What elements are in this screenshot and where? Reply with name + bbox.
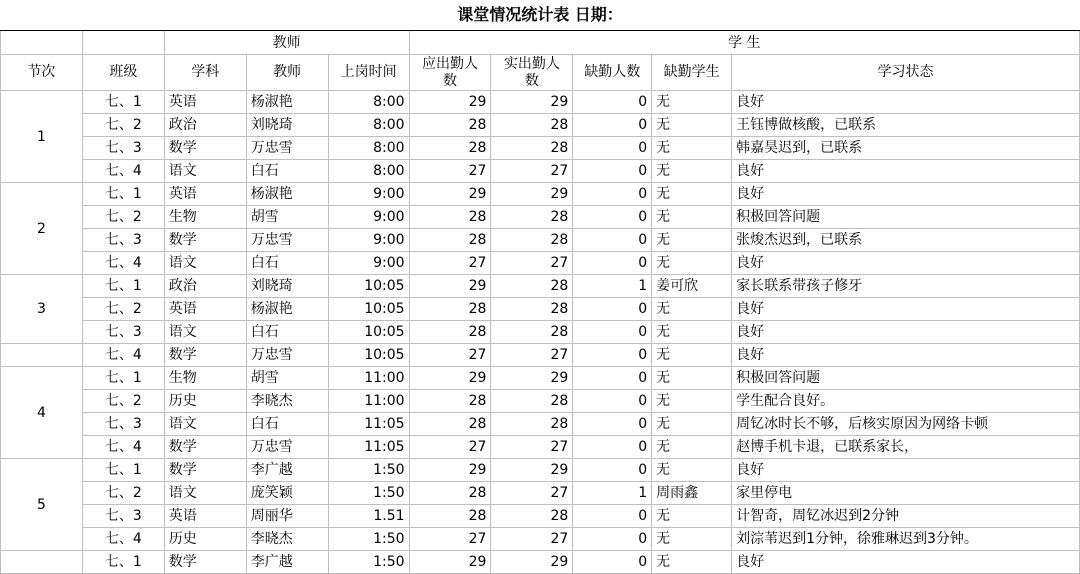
table-row — [1, 482, 1080, 505]
header-start-time: 上岗时间 — [328, 55, 409, 91]
cell-absent-students[interactable]: 无 — [652, 551, 732, 574]
cell-subject[interactable]: 生物 — [164, 367, 246, 390]
cell-start-time[interactable]: 9:00 — [328, 229, 409, 252]
cell-section[interactable] — [1, 344, 83, 367]
cell-subject[interactable]: 数学 — [164, 344, 246, 367]
cell-teacher[interactable]: 万忠雪 — [246, 229, 328, 252]
cell-expected[interactable]: 29 — [409, 367, 491, 390]
cell-study-status[interactable]: 周钇冰时长不够，后核实原因为网络卡顿 — [732, 413, 1080, 436]
cell-teacher[interactable]: 李广越 — [246, 459, 328, 482]
cell-study-status[interactable]: 家长联系带孩子修牙 — [732, 275, 1080, 298]
table-row — [1, 436, 1080, 459]
cell-class[interactable]: 七、1 — [82, 551, 164, 574]
cell-absent-count[interactable]: 0 — [573, 436, 652, 459]
cell-class[interactable]: 七、2 — [82, 482, 164, 505]
cell-actual[interactable]: 29 — [491, 91, 573, 114]
cell-absent-count[interactable]: 0 — [573, 229, 652, 252]
cell-actual[interactable]: 29 — [491, 551, 573, 574]
cell-start-time[interactable]: 1:50 — [328, 551, 409, 574]
cell-start-time[interactable]: 9:00 — [328, 206, 409, 229]
cell-absent-count[interactable]: 0 — [573, 160, 652, 183]
table-row — [1, 528, 1080, 551]
cell-start-time[interactable]: 8:00 — [328, 114, 409, 137]
header-study-status: 学习状态 — [732, 55, 1080, 91]
cell-start-time[interactable]: 11:00 — [328, 390, 409, 413]
cell-absent-count[interactable]: 0 — [573, 206, 652, 229]
cell-subject[interactable]: 数学 — [164, 551, 246, 574]
cell-absent-count[interactable]: 0 — [573, 344, 652, 367]
cell-actual[interactable]: 27 — [491, 436, 573, 459]
group-header-student: 学 生 — [409, 31, 1079, 55]
cell-teacher[interactable]: 庞笑颖 — [246, 482, 328, 505]
cell-teacher[interactable]: 白石 — [246, 252, 328, 275]
cell-section[interactable]: 2 — [1, 183, 83, 275]
table-row — [1, 459, 1080, 482]
cell-study-status[interactable]: 刘淙苇迟到1分钟，徐雅琳迟到3分钟。 — [732, 528, 1080, 551]
cell-absent-students[interactable]: 无 — [652, 367, 732, 390]
cell-expected[interactable]: 28 — [409, 298, 491, 321]
table-row — [1, 321, 1080, 344]
cell-absent-students[interactable]: 无 — [652, 528, 732, 551]
cell-expected[interactable]: 28 — [409, 229, 491, 252]
cell-expected[interactable]: 29 — [409, 275, 491, 298]
cell-subject[interactable]: 政治 — [164, 275, 246, 298]
cell-class[interactable]: 七、3 — [82, 137, 164, 160]
cell-teacher[interactable]: 杨淑艳 — [246, 183, 328, 206]
cell-absent-students[interactable]: 无 — [652, 413, 732, 436]
cell-subject[interactable]: 语文 — [164, 321, 246, 344]
cell-start-time[interactable]: 1:50 — [328, 528, 409, 551]
table-row — [1, 551, 1080, 574]
header-absent-students: 缺勤学生 — [652, 55, 732, 91]
table-row — [1, 298, 1080, 321]
cell-absent-count[interactable]: 1 — [573, 482, 652, 505]
table-title: 课堂情况统计表 日期： — [1, 0, 1080, 31]
cell-actual[interactable]: 28 — [491, 390, 573, 413]
cell-absent-students[interactable]: 无 — [652, 137, 732, 160]
cell-start-time[interactable]: 1.51 — [328, 505, 409, 528]
cell-class[interactable]: 七、1 — [82, 91, 164, 114]
cell-actual[interactable]: 28 — [491, 505, 573, 528]
cell-teacher[interactable]: 刘晓琦 — [246, 275, 328, 298]
cell-subject[interactable]: 语文 — [164, 160, 246, 183]
cell-start-time[interactable]: 9:00 — [328, 252, 409, 275]
cell-class[interactable]: 七、2 — [82, 390, 164, 413]
cell-start-time[interactable]: 11:00 — [328, 367, 409, 390]
header-class: 班级 — [82, 55, 164, 91]
cell-subject[interactable]: 英语 — [164, 91, 246, 114]
group-header-teacher: 教师 — [164, 31, 409, 55]
cell-section[interactable]: 1 — [1, 91, 83, 183]
cell-absent-students[interactable]: 无 — [652, 91, 732, 114]
cell-class[interactable]: 七、3 — [82, 321, 164, 344]
cell-teacher[interactable]: 万忠雪 — [246, 436, 328, 459]
cell-start-time[interactable]: 8:00 — [328, 91, 409, 114]
cell-start-time[interactable]: 1:50 — [328, 482, 409, 505]
cell-subject[interactable]: 语文 — [164, 252, 246, 275]
cell-actual[interactable]: 27 — [491, 482, 573, 505]
header-actual: 实出勤人数 — [491, 55, 573, 91]
cell-actual[interactable]: 28 — [491, 137, 573, 160]
group-header-row — [1, 31, 1080, 55]
cell-section[interactable]: 4 — [1, 367, 83, 459]
header-teacher: 教师 — [246, 55, 328, 91]
group-header-empty — [1, 31, 83, 55]
cell-absent-students[interactable]: 姜可欣 — [652, 275, 732, 298]
cell-expected[interactable]: 29 — [409, 91, 491, 114]
cell-actual[interactable]: 29 — [491, 459, 573, 482]
group-header-empty — [82, 31, 164, 55]
cell-absent-count[interactable]: 0 — [573, 367, 652, 390]
table-row — [1, 252, 1080, 275]
cell-teacher[interactable]: 李晓杰 — [246, 528, 328, 551]
cell-teacher[interactable]: 白石 — [246, 160, 328, 183]
header-absent-count: 缺勤人数 — [573, 55, 652, 91]
cell-absent-count[interactable]: 0 — [573, 183, 652, 206]
cell-actual[interactable]: 28 — [491, 206, 573, 229]
cell-study-status[interactable]: 良好 — [732, 91, 1080, 114]
cell-teacher[interactable]: 刘晓琦 — [246, 114, 328, 137]
cell-expected[interactable]: 28 — [409, 413, 491, 436]
cell-study-status[interactable]: 赵博手机卡退，已联系家长， — [732, 436, 1080, 459]
cell-start-time[interactable]: 10:05 — [328, 275, 409, 298]
table-row — [1, 390, 1080, 413]
cell-class[interactable]: 七、1 — [82, 459, 164, 482]
cell-actual[interactable]: 28 — [491, 114, 573, 137]
cell-actual[interactable]: 27 — [491, 252, 573, 275]
table-row — [1, 206, 1080, 229]
cell-class[interactable]: 七、4 — [82, 344, 164, 367]
cell-actual[interactable]: 27 — [491, 344, 573, 367]
cell-study-status[interactable]: 良好 — [732, 344, 1080, 367]
cell-subject[interactable]: 英语 — [164, 505, 246, 528]
cell-actual[interactable]: 28 — [491, 229, 573, 252]
cell-expected[interactable]: 27 — [409, 528, 491, 551]
cell-subject[interactable]: 生物 — [164, 206, 246, 229]
cell-section[interactable]: 5 — [1, 459, 83, 551]
cell-study-status[interactable]: 积极回答问题 — [732, 367, 1080, 390]
cell-subject[interactable]: 数学 — [164, 229, 246, 252]
cell-subject[interactable]: 语文 — [164, 482, 246, 505]
cell-actual[interactable]: 28 — [491, 298, 573, 321]
cell-class[interactable]: 七、1 — [82, 275, 164, 298]
cell-study-status[interactable]: 良好 — [732, 160, 1080, 183]
cell-absent-students[interactable]: 无 — [652, 160, 732, 183]
cell-study-status[interactable]: 家里停电 — [732, 482, 1080, 505]
cell-section[interactable]: 3 — [1, 275, 83, 344]
cell-absent-count[interactable]: 1 — [573, 275, 652, 298]
cell-absent-count[interactable]: 0 — [573, 528, 652, 551]
cell-subject[interactable]: 英语 — [164, 298, 246, 321]
header-section: 节次 — [1, 55, 83, 91]
cell-subject[interactable]: 政治 — [164, 114, 246, 137]
cell-class[interactable]: 七、4 — [82, 436, 164, 459]
cell-actual[interactable]: 27 — [491, 160, 573, 183]
cell-absent-count[interactable]: 0 — [573, 137, 652, 160]
table-row — [1, 183, 1080, 206]
cell-subject[interactable]: 历史 — [164, 390, 246, 413]
cell-absent-count[interactable]: 0 — [573, 551, 652, 574]
cell-subject[interactable]: 数学 — [164, 436, 246, 459]
cell-subject[interactable]: 语文 — [164, 413, 246, 436]
table-row — [1, 505, 1080, 528]
cell-start-time[interactable]: 1:50 — [328, 459, 409, 482]
cell-class[interactable]: 七、2 — [82, 298, 164, 321]
header-expected: 应出勤人数 — [409, 55, 491, 91]
cell-absent-students[interactable]: 无 — [652, 206, 732, 229]
cell-start-time[interactable]: 9:00 — [328, 183, 409, 206]
cell-absent-students[interactable]: 无 — [652, 298, 732, 321]
cell-absent-students[interactable]: 无 — [652, 229, 732, 252]
cell-start-time[interactable]: 10:05 — [328, 298, 409, 321]
cell-teacher[interactable]: 杨淑艳 — [246, 91, 328, 114]
cell-teacher[interactable]: 杨淑艳 — [246, 298, 328, 321]
cell-expected[interactable]: 29 — [409, 551, 491, 574]
cell-absent-count[interactable]: 0 — [573, 321, 652, 344]
cell-start-time[interactable]: 10:05 — [328, 344, 409, 367]
table-row — [1, 137, 1080, 160]
cell-subject[interactable]: 历史 — [164, 528, 246, 551]
cell-expected[interactable]: 28 — [409, 206, 491, 229]
cell-absent-students[interactable]: 周雨鑫 — [652, 482, 732, 505]
cell-start-time[interactable]: 8:00 — [328, 160, 409, 183]
cell-expected[interactable]: 28 — [409, 482, 491, 505]
cell-teacher[interactable]: 胡雪 — [246, 367, 328, 390]
cell-study-status[interactable]: 良好 — [732, 321, 1080, 344]
cell-teacher[interactable]: 白石 — [246, 321, 328, 344]
cell-absent-count[interactable]: 0 — [573, 114, 652, 137]
cell-class[interactable]: 七、4 — [82, 528, 164, 551]
cell-expected[interactable]: 29 — [409, 183, 491, 206]
header-subject: 学科 — [164, 55, 246, 91]
table-row — [1, 367, 1080, 390]
cell-section[interactable] — [1, 551, 83, 574]
cell-absent-students[interactable]: 无 — [652, 252, 732, 275]
cell-absent-count[interactable]: 0 — [573, 91, 652, 114]
cell-study-status[interactable]: 王钰博做核酸，已联系 — [732, 114, 1080, 137]
cell-class[interactable]: 七、1 — [82, 367, 164, 390]
cell-study-status[interactable]: 韩嘉昊迟到，已联系 — [732, 137, 1080, 160]
cell-start-time[interactable]: 11:05 — [328, 413, 409, 436]
cell-study-status[interactable]: 良好 — [732, 183, 1080, 206]
cell-study-status[interactable]: 计智奇，周钇冰迟到2分钟 — [732, 505, 1080, 528]
cell-study-status[interactable]: 积极回答问题 — [732, 206, 1080, 229]
cell-actual[interactable]: 27 — [491, 528, 573, 551]
cell-expected[interactable]: 29 — [409, 459, 491, 482]
cell-actual[interactable]: 28 — [491, 413, 573, 436]
cell-actual[interactable]: 29 — [491, 367, 573, 390]
cell-start-time[interactable]: 11:05 — [328, 436, 409, 459]
cell-teacher[interactable]: 李广越 — [246, 551, 328, 574]
cell-subject[interactable]: 数学 — [164, 459, 246, 482]
cell-absent-students[interactable]: 无 — [652, 436, 732, 459]
cell-study-status[interactable]: 张焌杰迟到，已联系 — [732, 229, 1080, 252]
cell-expected[interactable]: 28 — [409, 137, 491, 160]
column-header-row — [1, 55, 1080, 91]
cell-actual[interactable]: 28 — [491, 275, 573, 298]
cell-class[interactable]: 七、3 — [82, 505, 164, 528]
table-row — [1, 413, 1080, 436]
cell-study-status[interactable]: 良好 — [732, 459, 1080, 482]
cell-class[interactable]: 七、2 — [82, 114, 164, 137]
cell-teacher[interactable]: 万忠雪 — [246, 344, 328, 367]
cell-start-time[interactable]: 10:05 — [328, 321, 409, 344]
table-row — [1, 344, 1080, 367]
cell-actual[interactable]: 28 — [491, 321, 573, 344]
cell-absent-count[interactable]: 0 — [573, 390, 652, 413]
table-row — [1, 229, 1080, 252]
cell-expected[interactable]: 27 — [409, 160, 491, 183]
table-row — [1, 160, 1080, 183]
cell-absent-students[interactable]: 无 — [652, 114, 732, 137]
cell-absent-students[interactable]: 无 — [652, 183, 732, 206]
cell-teacher[interactable]: 李晓杰 — [246, 390, 328, 413]
cell-study-status[interactable]: 良好 — [732, 252, 1080, 275]
cell-subject[interactable]: 数学 — [164, 137, 246, 160]
cell-absent-students[interactable]: 无 — [652, 505, 732, 528]
cell-class[interactable]: 七、4 — [82, 252, 164, 275]
cell-teacher[interactable]: 胡雪 — [246, 206, 328, 229]
cell-study-status[interactable]: 学生配合良好。 — [732, 390, 1080, 413]
cell-absent-count[interactable]: 0 — [573, 252, 652, 275]
cell-class[interactable]: 七、1 — [82, 183, 164, 206]
cell-actual[interactable]: 29 — [491, 183, 573, 206]
cell-expected[interactable]: 28 — [409, 390, 491, 413]
cell-teacher[interactable]: 周丽华 — [246, 505, 328, 528]
cell-class[interactable]: 七、3 — [82, 413, 164, 436]
cell-absent-count[interactable]: 0 — [573, 298, 652, 321]
table-row — [1, 114, 1080, 137]
cell-expected[interactable]: 27 — [409, 344, 491, 367]
cell-start-time[interactable]: 8:00 — [328, 137, 409, 160]
table-row — [1, 91, 1080, 114]
cell-class[interactable]: 七、2 — [82, 206, 164, 229]
cell-absent-students[interactable]: 无 — [652, 321, 732, 344]
cell-absent-count[interactable]: 0 — [573, 413, 652, 436]
cell-absent-students[interactable]: 无 — [652, 390, 732, 413]
table-row — [1, 275, 1080, 298]
cell-absent-students[interactable]: 无 — [652, 459, 732, 482]
cell-study-status[interactable]: 良好 — [732, 551, 1080, 574]
cell-teacher[interactable]: 万忠雪 — [246, 137, 328, 160]
cell-expected[interactable]: 27 — [409, 252, 491, 275]
cell-expected[interactable]: 28 — [409, 321, 491, 344]
cell-absent-count[interactable]: 0 — [573, 505, 652, 528]
cell-class[interactable]: 七、4 — [82, 160, 164, 183]
cell-subject[interactable]: 英语 — [164, 183, 246, 206]
cell-expected[interactable]: 27 — [409, 436, 491, 459]
cell-expected[interactable]: 28 — [409, 114, 491, 137]
cell-class[interactable]: 七、3 — [82, 229, 164, 252]
cell-study-status[interactable]: 良好 — [732, 298, 1080, 321]
cell-expected[interactable]: 28 — [409, 505, 491, 528]
cell-teacher[interactable]: 白石 — [246, 413, 328, 436]
cell-absent-students[interactable]: 无 — [652, 344, 732, 367]
cell-absent-count[interactable]: 0 — [573, 459, 652, 482]
